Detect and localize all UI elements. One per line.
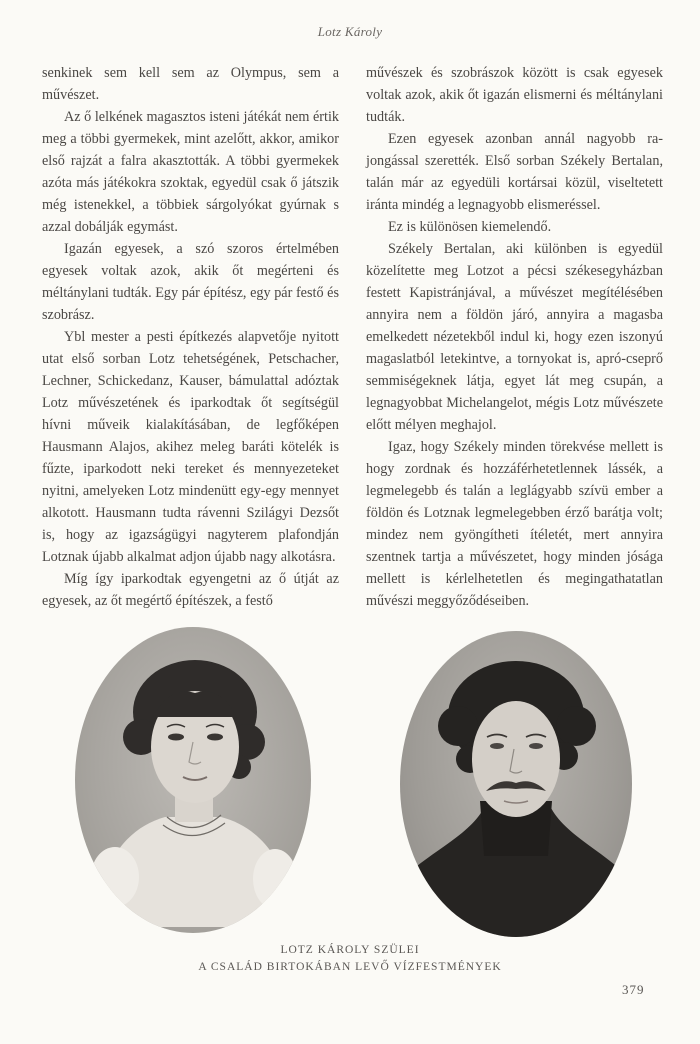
paragraph: Míg így iparkodtak egyengetni az ő útját az egyesek, az őt megértő építészek, a festő [42, 571, 339, 609]
portrait-mother-drawing [75, 627, 311, 933]
portrait-father [400, 631, 632, 937]
figure-caption-title: LOTZ KÁROLY SZÜLEI [280, 944, 420, 956]
paragraph: Ybl mester a pesti építkezés alapvetője nyitott utat első sorban Lotz tehetségének, Petschacher, Lechner, Schickedanz, Kauser, bámulattal adóztak Lotz művészetének és iparkodtak őt segítségül hívni műveik kialakításában, de legfőképen Hausmann Alajos, akihez meleg baráti kötelék is fűzte, iparkodott neki tereket és mennyezeteket nyitni, amelyeken Lotz mindenütt egy-egy mennyet alkotott. Hausmann tudta rávenni Szilágyi Dezsőt is, hogy az igazságügyi nagyterem plafondján Lotznak újabb alkalmat adjon újabb nagy alkotásra. [42, 329, 339, 565]
eye-right [207, 734, 223, 741]
running-head: Lotz Károly [317, 24, 383, 39]
paragraph: Igazán egyesek, a szó szoros értelmében egyesek voltak azok, akik őt megérteni és méltánylani tudták. Egy pár építész, egy pár festő és szobrász. [42, 241, 339, 323]
sleeve-left [91, 847, 139, 907]
paragraph: Ezen egyesek azonban annál nagyobb rajongással szerették. Első sorban Székely Bertalan, talán már az egyedüli kortársai közül, viseltetett iránta mindég a legnagyobb elismeréssel. [366, 131, 663, 213]
paragraph: művészek és szobrászok között is csak egyesek voltak azok, akik őt igazán elismerni és méltánylani tudták. [366, 65, 663, 125]
paragraph: Az ő lelkének magasztos isteni játékát nem értik meg a többi gyermekek, mint azelőtt, akkor, amikor első rajzát a falra akasztották. A többi gyermekek azóta más játékokra szoktak, egyedül csak ő játszik még istenekkel, a többiek sárgolyókat gyúrnak s azzal dobálják egymást. [42, 109, 339, 235]
page-number: 379 [622, 982, 645, 997]
face [472, 701, 560, 817]
portrait-father-drawing [400, 631, 632, 937]
paragraph: Székely Bertalan, aki különben is egyedül közelítette meg Lotzot a pécsi székesegyházban festett Kapistránjával, a művészet megítélésében annyira nem a földön járó, annyira a magasba emelkedett nézetekből indul ki, hogy ezen iszonyú magaslatból letekintve, a tornyokat is, apró-cseprő semmiségeknek látja, egyet lát meg csupán, a legnagyobbat Michelangelot, mégis Lotz művészete előtt mélyen meghajol. [366, 241, 663, 433]
paragraph: Igaz, hogy Székely minden törekvése mellett is hogy zordnak és hozzáférhetetlennek lássék, a legmelegebb és talán a leglágyabb szívü ember a földön és Lotznak legmelegebben érző barátja volt; mindez nem gyöngítheti ítéletét, mert annyira szentnek tartja a művészetet, hogy minden jósága mellett is kérlelhetetlen és megingathatatlan művészi meggyőződéseiben. [366, 439, 663, 609]
sleeve-right [253, 849, 297, 909]
text-column-right [366, 62, 663, 612]
paragraph: Ez is különösen kiemelendő. [388, 219, 552, 235]
figure-caption-subtitle: A CSALÁD BIRTOKÁBAN LEVŐ VÍZFESTMÉNYEK [198, 961, 502, 973]
eye-left [490, 743, 504, 749]
eye-right [529, 743, 543, 749]
eye-left [168, 734, 184, 741]
paragraph: senkinek sem kell sem az Olympus, sem a művészet. [42, 65, 339, 103]
portrait-mother [75, 627, 311, 933]
text-column-left [42, 62, 339, 612]
